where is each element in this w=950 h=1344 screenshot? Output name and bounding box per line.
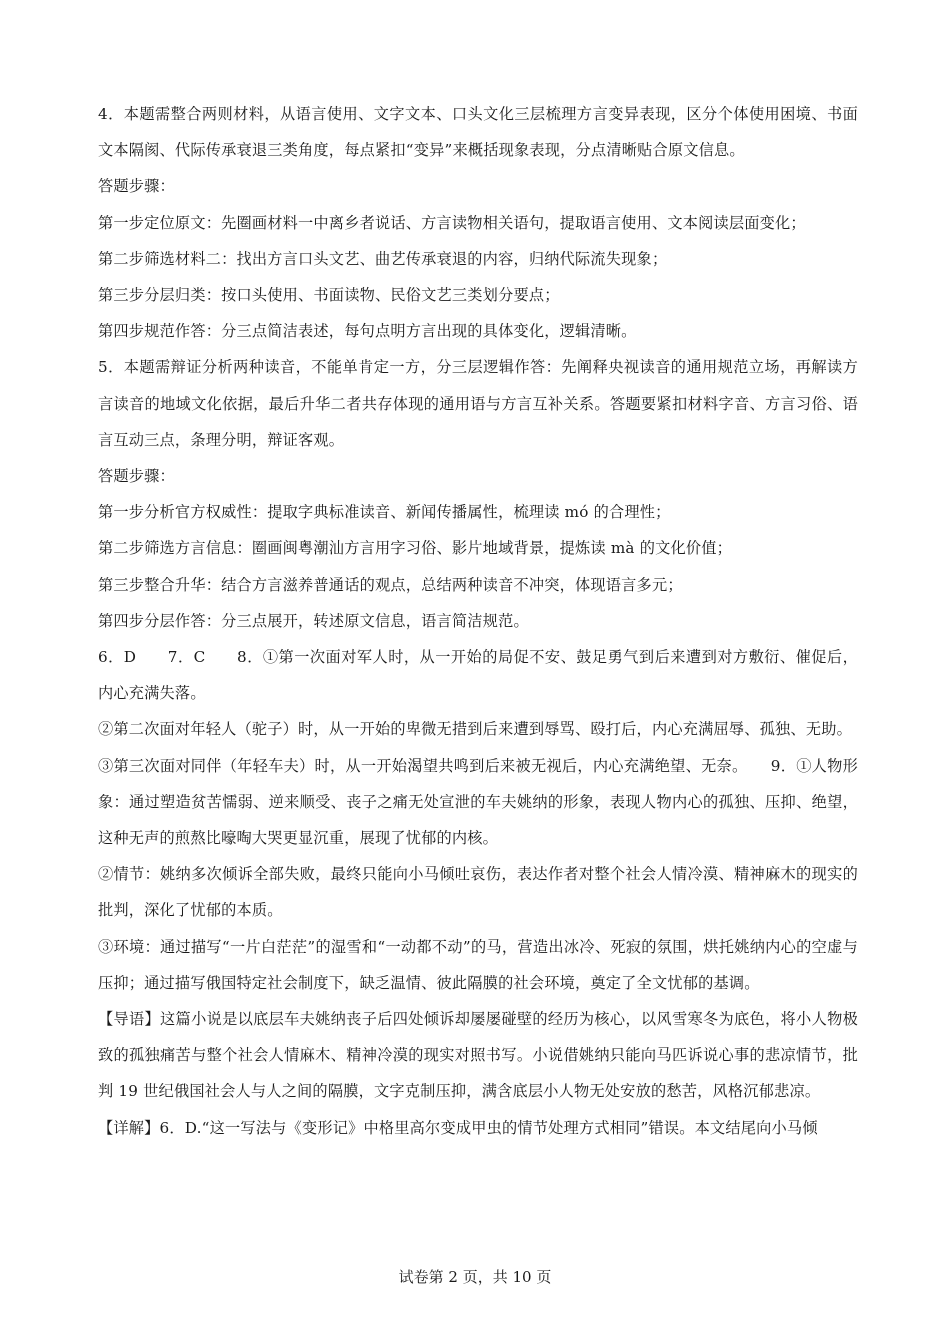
paragraph-q4-analysis: 4．本题需整合两则材料，从语言使用、文字文本、口头文化三层梳理方言变异表现，区分个体使用困境、书面文本隔阂、代际传承衰退三类角度，每点紧扣“变异”来概括现象表现，分点清晰贴合原文信息。 (98, 105, 858, 160)
paragraph-steps-heading: 答题步骤： (98, 467, 175, 486)
paragraph-introduction: 【导语】这篇小说是以底层车夫姚纳丧子后四处倾诉却屡屡碰壁的经历为核心，以风雪寒冬为底色，将小人物极致的孤独痛苦与整个社会人情麻木、精神冷漠的现实对照书写。小说借姚纳只能向马匹诉说心事的悲凉情节，批判 19 世纪俄国社会人与人之间的隔膜，文字克制压抑，满含底层小人物无处安放的愁苦，风格沉郁悲凉。 (98, 1010, 858, 1101)
paragraph-q5-step1: 第一步分析官方权威性：提取字典标准读音、新闻传播属性，梳理读 mó 的合理性； (98, 503, 671, 522)
paragraph-q4-step3: 第三步分层归类：按口头使用、书面读物、民俗文艺三类划分要点； (98, 286, 560, 305)
paragraph-q5-step3: 第三步整合升华：结合方言滋养普通话的观点，总结两种读音不冲突，体现语言多元； (98, 575, 683, 594)
paragraph-steps-heading: 答题步骤： (98, 177, 175, 196)
paragraph-answer-8-third-9-first: ③第三次面对同伴（年轻车夫）时，从一开始渴望共鸣到后来被无视后，内心充满绝望、无奈。 9．①人物形象：通过塑造贫苦懦弱、逆来顺受、丧子之痛无处宣泄的车夫姚纳的形象，表现人物内心的孤独、压抑、绝望，这种无声的煎熬比嚎啕大哭更显沉重，展现了忧郁的内核。 (98, 756, 858, 848)
paragraph-answers-6-8: 6．D 7．C 8．①第一次面对军人时，从一开始的局促不安、鼓足勇气到后来遭到对方敷衍、催促后，内心充满失落。 (98, 648, 858, 703)
paragraph-answer-8-second: ②第二次面对年轻人（驼子）时，从一开始的卑微无措到后来遭到辱骂、殴打后，内心充满屈辱、孤独、无助。 (98, 720, 852, 739)
document-body (98, 96, 858, 1146)
paragraph-answer-9-environment: ③环境：通过描写“一片白茫茫”的湿雪和“一动都不动”的马，营造出冰冷、死寂的氛围，烘托姚纳内心的空虚与压抑；通过描写俄国特定社会制度下，缺乏温情、彼此隔膜的社会环境，奠定了全文忧郁的基调。 (98, 937, 858, 992)
paragraph-q4-step2: 第二步筛选材料二：找出方言口头文艺、曲艺传承衰退的内容，归纳代际流失现象； (98, 249, 668, 268)
paragraph-answer-9-plot: ②情节：姚纳多次倾诉全部失败，最终只能向小马倾吐哀伤，表达作者对整个社会人情冷漠、精神麻木的现实的批判，深化了忧郁的本质。 (98, 865, 858, 920)
paragraph-q4-step4: 第四步规范作答：分三点简洁表述，每句点明方言出现的具体变化，逻辑清晰。 (98, 322, 637, 341)
paragraph-q5-step4: 第四步分层作答：分三点展开，转述原文信息，语言简洁规范。 (98, 611, 529, 630)
paragraph-q5-step2: 第二步筛选方言信息：圈画闽粤潮汕方言用字习俗、影片地域背景，提炼读 mà 的文化价值； (98, 539, 733, 558)
paragraph-q4-step1: 第一步定位原文：先圈画材料一中离乡者说话、方言读物相关语句，提取语言使用、文本阅读层面变化； (98, 213, 806, 232)
paragraph-detail: 【详解】6．D.“这一写法与《变形记》中格里高尔变成甲虫的情节处理方式相同”错误。本文结尾向小马倾 (98, 1118, 818, 1137)
page-footer: 试卷第 2 页，共 10 页 (398, 1268, 552, 1286)
paragraph-q5-analysis: 5．本题需辩证分析两种读音，不能单肯定一方，分三层逻辑作答：先阐释央视读音的通用规范立场，再解读方言读音的地域文化依据，最后升华二者共存体现的通用语与方言互补关系。答题要紧扣材料字音、方言习俗、语言互动三点，条理分明，辩证客观。 (98, 358, 858, 449)
